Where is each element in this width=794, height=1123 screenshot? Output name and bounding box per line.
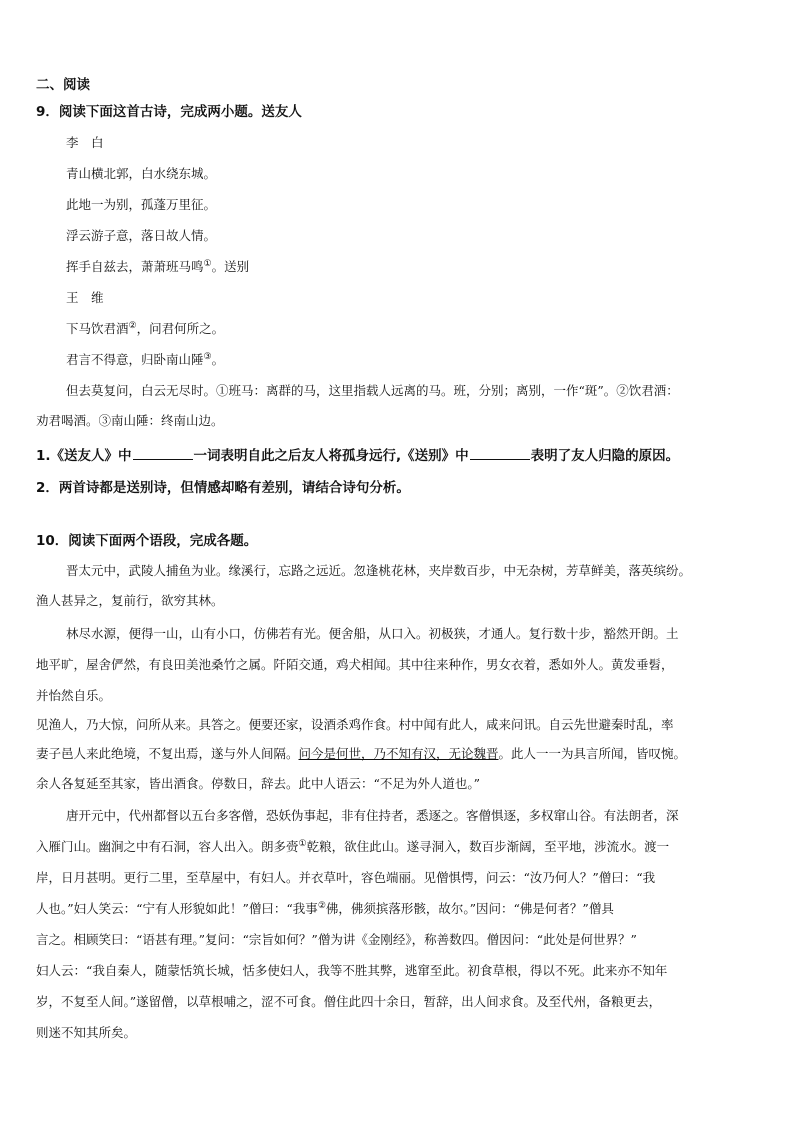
passage-line-9: 唐开元中，代州都督以五台多客僧，恐妖伪事起，非有住持者，悉逐之。客僧惧逐，多权窜山谷。有法朗者，深 bbox=[66, 808, 679, 823]
passage-line-4: 地平旷，屋舍俨然，有良田美池桑竹之属。阡陌交通，鸡犬相闻。其中往来种作，男女衣着，悉如外人。黄发垂髫， bbox=[36, 657, 674, 672]
poem1-line-2: 此地一为别，孤蓬万里征。 bbox=[66, 197, 217, 212]
note-mark-3: ③ bbox=[203, 351, 212, 362]
poem2-title: 。送别 bbox=[211, 259, 250, 274]
passage-line-13: 言之。相顾笑曰：“语甚有理。”复问：“宗旨如何？”僧为讲《金刚经》，称善数四。僧因问：“此处是何世界？” bbox=[36, 932, 637, 947]
passage-line-10-a: 入雁门山。幽涧之中有石洞，容人出入。朗多赍 bbox=[36, 839, 299, 854]
subquestion-1-b: 一词表明自此之后友人将孤身远行,《送别》中 bbox=[193, 448, 469, 464]
passage-line-10-b: 乾粮，欲住此山。遂寻洞入，数百步渐阔，至平地，涉流水。渡一 bbox=[306, 839, 670, 854]
poem2-line-2-b: 。 bbox=[211, 352, 225, 367]
passage-line-3: 林尽水源，便得一山，山有小口，仿佛若有光。便舍船，从口入。初极狭，才通人。复行数十步，豁然开朗。土 bbox=[66, 626, 679, 641]
poem2-line-1-a: 下马饮君酒 bbox=[66, 321, 129, 336]
passage-line-10 bbox=[36, 838, 669, 856]
passage-line-1: 晋太元中，武陵人捕鱼为业。缘溪行，忘路之远近。忽逢桃花林，夹岸数百步，中无杂树，芳草鲜美，落英缤纷。 bbox=[66, 563, 692, 578]
passage-line-7-b: 。此人一一为具言所闻，皆叹惋。 bbox=[498, 746, 687, 761]
poem2-line-1 bbox=[66, 320, 224, 338]
subquestion-1-c: 表明了友人归隐的原因。 bbox=[530, 448, 680, 464]
question-9-heading: 9．阅读下面这首古诗，完成两小题。送友人 bbox=[36, 104, 302, 120]
passage-line-6: 见渔人，乃大惊，问所从来。具答之。便要还家，设酒杀鸡作食。村中闻有此人，咸来问讯。自云先世避秦时乱，率 bbox=[36, 717, 674, 732]
passage-line-8: 余人各复延至其家，皆出酒食。停数日，辞去。此中人语云：“不足为外人道也。” bbox=[36, 776, 481, 791]
subquestion-2: 2．两首诗都是送别诗，但情感却略有差别，请结合诗句分析。 bbox=[36, 480, 410, 496]
passage-line-5: 并怡然自乐。 bbox=[36, 688, 112, 703]
poem1-author: 李 白 bbox=[66, 135, 104, 150]
passage-line-11: 岸，日月甚明。更行二里，至草屋中，有妇人。并衣草叶，容色端丽。见僧惧愕，问云：“汝乃何人？”僧曰：“我 bbox=[36, 870, 656, 885]
passage-line-2: 渔人甚异之，复前行，欲穷其林。 bbox=[36, 593, 224, 608]
poem1-line-4-text: 挥手自兹去，萧萧班马鸣 bbox=[66, 259, 204, 274]
passage-line-7-a: 妻子邑人来此绝境，不复出焉，遂与外人间隔。 bbox=[36, 746, 299, 761]
underlined-sentence: 问今是何世，乃不知有汉，无论魏晋 bbox=[298, 746, 499, 761]
answer-blank-2[interactable] bbox=[470, 446, 530, 460]
poem2-author: 王 维 bbox=[66, 290, 104, 305]
answer-blank-1[interactable] bbox=[133, 446, 193, 460]
poem-notes-line-1: 但去莫复问，白云无尽时。①班马：离群的马，这里指载人远离的马。班，分别；离别，一作“斑”。②饮君酒： bbox=[66, 383, 679, 398]
section-title: 二、阅读 bbox=[36, 77, 90, 93]
poem-notes-line-2: 劝君喝酒。③南山陲：终南山边。 bbox=[36, 413, 224, 428]
question-10-heading: 10．阅读下面两个语段，完成各题。 bbox=[36, 533, 258, 549]
subquestion-1 bbox=[36, 446, 679, 465]
note-mark-5: ② bbox=[317, 900, 326, 911]
passage-line-12-a: 人也。”妇人笑云：“宁有人形貌如此！”僧曰：“我事 bbox=[36, 901, 318, 916]
subquestion-1-a: 1.《送友人》中 bbox=[36, 448, 132, 464]
poem1-line-1: 青山横北郭，白水绕东城。 bbox=[66, 166, 217, 181]
passage-line-12 bbox=[36, 900, 614, 918]
note-mark-2: ② bbox=[128, 320, 137, 331]
note-mark-1: ① bbox=[203, 258, 212, 269]
passage-line-15: 岁，不复至人间。”遂留僧，以草根哺之，涩不可食。僧住此四十余日，暂辞，出人间求食。及至代州，备粮更去， bbox=[36, 994, 662, 1009]
note-mark-4: ① bbox=[298, 838, 307, 849]
poem2-line-2-a: 君言不得意，归卧南山陲 bbox=[66, 352, 204, 367]
poem1-line-4 bbox=[66, 258, 249, 276]
poem2-line-2 bbox=[66, 351, 224, 369]
passage-line-7 bbox=[36, 745, 686, 763]
passage-line-14: 妇人云：“我自秦人，随蒙恬筑长城，恬多使妇人，我等不胜其弊，逃窜至此。初食草根，得以不死。此来亦不知年 bbox=[36, 963, 668, 978]
passage-line-16: 则迷不知其所矣。 bbox=[36, 1025, 137, 1040]
passage-line-12-b: 佛，佛须摈落形骸，故尔。”因问：“佛是何者？”僧具 bbox=[325, 901, 614, 916]
poem2-line-1-b: ，问君何所之。 bbox=[136, 321, 225, 336]
poem1-line-3: 浮云游子意，落日故人情。 bbox=[66, 228, 217, 243]
